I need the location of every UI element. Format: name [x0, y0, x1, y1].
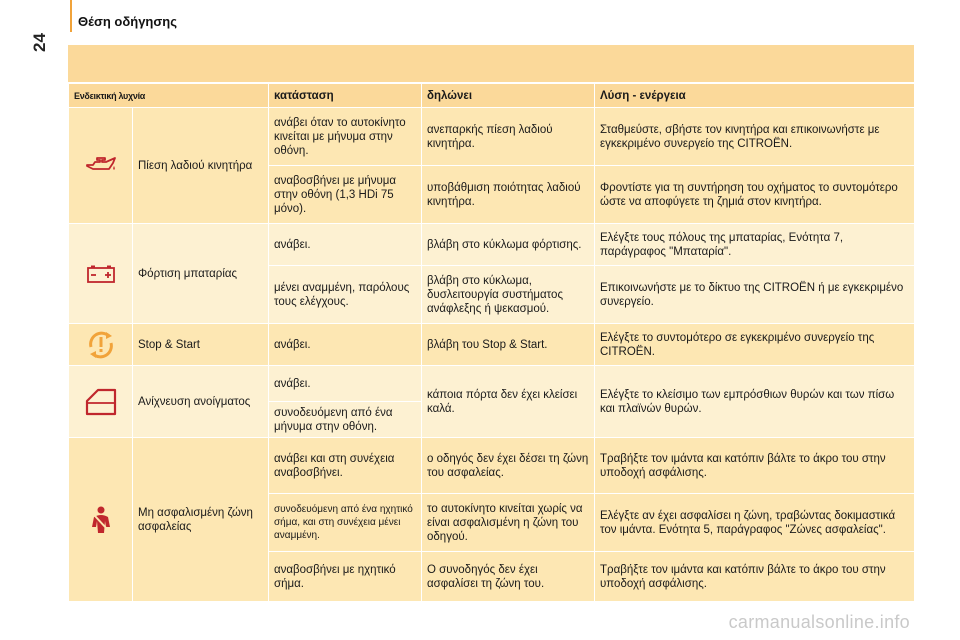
door-light-name: Ανίχνευση ανοίγματος	[133, 366, 269, 438]
door-state-1: ανάβει.	[269, 366, 422, 402]
belt-cause-1: ο οδηγός δεν έχει δέσει τη ζώνη του ασφαλείας.	[422, 438, 595, 494]
table-row	[69, 324, 915, 366]
battery-light-icon-cell	[69, 224, 133, 324]
oil-cause-2: υποβάθμιση ποιότητας λαδιού κινητήρα.	[422, 166, 595, 224]
belt-state-3: αναβοσβήνει με ηχητικό σήμα.	[269, 552, 422, 602]
battery-state-1: ανάβει.	[269, 224, 422, 266]
table-row	[69, 438, 915, 494]
door-cause-1: κάποια πόρτα δεν έχει κλείσει καλά.	[422, 366, 595, 438]
door-open-icon	[69, 387, 132, 417]
stop-start-warning-icon	[69, 329, 132, 361]
belt-action-2: Ελέγξτε αν έχει ασφαλίσει η ζώνη, τραβώντας δοκιμαστικά τον ιμάντα. Ενότητα 5, παράγραφος "Ζώνες ασφαλείας".	[595, 494, 915, 552]
door-light-icon-cell	[69, 366, 133, 438]
stopstart-cause-1: βλάβη του Stop & Start.	[422, 324, 595, 366]
watermark: carmanualsonline.info	[728, 612, 910, 632]
belt-action-3: Τραβήξτε τον ιμάντα και κατόπιν βάλτε το άκρο του στην υποδοχή ασφάλισης.	[595, 552, 915, 602]
oil-light-icon-cell	[69, 108, 133, 224]
seatbelt-icon	[69, 505, 132, 535]
belt-light-name: Μη ασφαλισμένη ζώνη ασφαλείας	[133, 438, 269, 602]
header-action: Λύση - ενέργεια	[595, 84, 915, 108]
belt-action-1: Τραβήξτε τον ιμάντα και κατόπιν βάλτε το άκρο του στην υποδοχή ασφάλισης.	[595, 438, 915, 494]
oil-cause-1: ανεπαρκής πίεση λαδιού κινητήρα.	[422, 108, 595, 166]
warning-lights-table	[68, 45, 914, 602]
table-top-band	[68, 45, 914, 83]
battery-cause-2: βλάβη στο κύκλωμα, δυσλειτουργία συστήματος ανάφλεξης ή ψεκασμού.	[422, 266, 595, 324]
stopstart-action-1: Ελέγξτε το συντομότερο σε εγκεκριμένο συνεργείο της CITROËN.	[595, 324, 915, 366]
oil-can-icon	[69, 156, 132, 176]
battery-state-2: μένει αναμμένη, παρόλους τους ελέγχους.	[269, 266, 422, 324]
battery-cause-1: βλάβη στο κύκλωμα φόρτισης.	[422, 224, 595, 266]
belt-cause-3: Ο συνοδηγός δεν έχει ασφαλίσει τη ζώνη του.	[422, 552, 595, 602]
oil-state-2: αναβοσβήνει με μήνυμα στην οθόνη (1,3 HDi 75 μόνο).	[269, 166, 422, 224]
table-row	[69, 108, 915, 166]
belt-state-2: συνοδευόμενη από ένα ηχητικό σήμα, και στη συνέχεια μένει αναμμένη.	[269, 494, 422, 552]
oil-action-1: Σταθμεύστε, σβήστε τον κινητήρα και επικοινωνήστε με εγκεκριμένο συνεργείο της CITROËN.	[595, 108, 915, 166]
section-accent-bar	[70, 0, 72, 32]
stopstart-state-1: ανάβει.	[269, 324, 422, 366]
table-row	[69, 224, 915, 266]
table-header-row	[69, 84, 915, 108]
oil-light-name: Πίεση λαδιού κινητήρα	[133, 108, 269, 224]
battery-action-1: Ελέγξτε τους πόλους της μπαταρίας, Ενότητα 7, παράγραφος "Μπαταρία".	[595, 224, 915, 266]
battery-action-2: Επικοινωνήστε με το δίκτυο της CITROËN ή με εγκεκριμένο συνεργείο.	[595, 266, 915, 324]
battery-icon	[69, 264, 132, 284]
belt-state-1: ανάβει και στη συνέχεια αναβοσβήνει.	[269, 438, 422, 494]
belt-cause-2: το αυτοκίνητο κινείται χωρίς να είναι ασφαλισμένη η ζώνη του οδηγού.	[422, 494, 595, 552]
oil-action-2: Φροντίστε για τη συντήρηση του οχήματος το συντομότερο ώστε να αποφύγετε τη ζημιά στον κινητήρα.	[595, 166, 915, 224]
belt-light-icon-cell	[69, 438, 133, 602]
stopstart-light-name: Stop & Start	[133, 324, 269, 366]
door-action-1: Ελέγξτε το κλείσιμο των εμπρόσθιων θυρών και των πίσω και πλαϊνών θυρών.	[595, 366, 915, 438]
battery-light-name: Φόρτιση μπαταρίας	[133, 224, 269, 324]
oil-state-1: ανάβει όταν το αυτοκίνητο κινείται με μήνυμα στην οθόνη.	[269, 108, 422, 166]
section-title: Θέση οδήγησης	[78, 14, 177, 29]
header-light: Ενδεικτική λυχνία	[69, 84, 269, 108]
page-number: 24	[30, 33, 49, 52]
header-state: κατάσταση	[269, 84, 422, 108]
door-state-2: συνοδευόμενη από ένα μήνυμα στην οθόνη.	[269, 402, 422, 438]
stopstart-light-icon-cell	[69, 324, 133, 366]
warning-table	[68, 83, 915, 602]
header-cause: δηλώνει	[422, 84, 595, 108]
table-row	[69, 366, 915, 402]
